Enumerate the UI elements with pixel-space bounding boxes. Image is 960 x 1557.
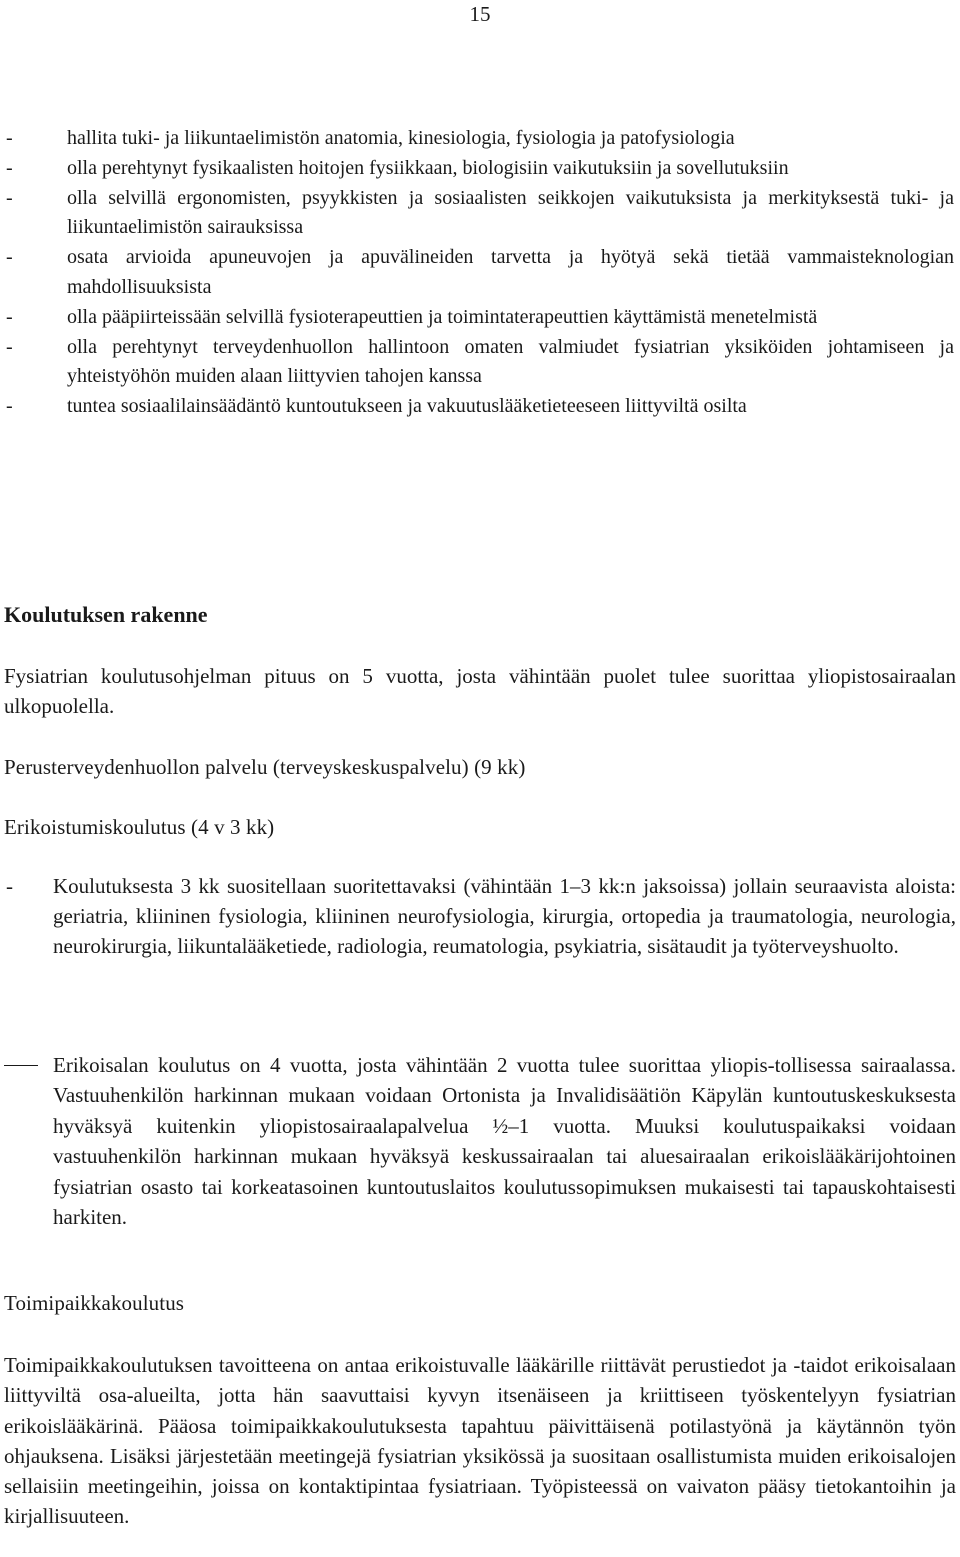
list-item	[4, 124, 954, 154]
list-dash: -	[6, 186, 13, 209]
list-item	[4, 184, 954, 244]
list-item-text: olla selvillä ergonomisten, psyykkisten ja sosiaalisten seikkojen vaikutuksista ja merkityksestä tuki- ja liikuntaelimistön sairauksissa	[67, 186, 954, 239]
specialty-training-item	[4, 1050, 956, 1232]
list-item-text: olla perehtynyt terveydenhuollon hallintoon omaten valmiudet fysiatrian yksiköiden johtamiseen ja yhteistyöhön muiden alaan liittyvien tahojen kanssa	[67, 335, 954, 388]
list-item	[4, 303, 954, 333]
list-dash: -	[6, 246, 13, 269]
list-dash: -	[6, 335, 13, 358]
list-item	[4, 392, 954, 422]
recommended-rotations-text: Koulutuksesta 3 kk suositellaan suoritettavaksi (vähintään 1–3 kk:n jaksoissa) jollain seuraavista aloista: geriatria, kliininen fysiologia, kliininen neurofysiologia, kirurgia, ortopedia ja traumatologia, neurologia, neurokirurgia, liikuntalääketiede, radiologia, reumatologia, psykiatria, sisätaudit ja työterveyshuolto.	[53, 874, 956, 958]
list-dash: -	[6, 305, 13, 328]
section-heading-workplace: Toimipaikkakoulutus	[4, 1291, 185, 1315]
page-number: 15	[469, 2, 491, 26]
specialty-training-text: Erikoisalan koulutus on 4 vuotta, josta vähintään 2 vuotta tulee suorittaa yliopis-tollisessa sairaalassa. Vastuuhenkilön harkinnan mukaan voidaan Ortonista ja Invalidisäätiön Käpylän kuntoutuskeskuksesta hyväksyä kuitenkin yliopistosairaalapalvelua ½–1 vuotta. Muuksi koulutuspaikaksi voidaan vastuuhenkilön harkinnan mukaan hyväksyä keskussairaalan tai aluesairaalan erikoislääkärijohtoinen fysiatrian osasto tai korkeatasoinen kuntoutuslaitos koulutussopimuksen mukaisesti tai tapauskohtaisesti harkiten.	[53, 1053, 956, 1230]
list-item	[4, 243, 954, 303]
goals-list	[4, 124, 954, 422]
specialization-line: Erikoistumiskoulutus (4 v 3 kk)	[4, 815, 275, 839]
primary-care-line: Perusterveydenhuollon palvelu (terveyskeskuspalvelu) (9 kk)	[4, 755, 526, 779]
recommended-rotations-item	[4, 871, 956, 961]
list-dash: -	[6, 395, 13, 418]
list-dash: -	[6, 127, 13, 149]
list-item	[4, 333, 954, 393]
list-item-text: hallita tuki- ja liikuntaelimistön anatomia, kinesiologia, fysiologia ja patofysiologia	[67, 127, 735, 149]
list-item-text: tuntea sosiaalilainsäädäntö kuntoutukseen ja vakuutuslääketieteeseen liittyviltä osilta	[67, 395, 747, 418]
list-dash: -	[6, 156, 13, 179]
workplace-paragraph: Toimipaikkakoulutuksen tavoitteena on antaa erikoistuvalle lääkärille riittävät perustiedot ja -taidot erikoisalaan liittyviltä osa-alueilta, jotta hän saavuttaisi kyvyn itsenäiseen ja kriittiseen työskentelyyn fysiatrian erikoislääkärinä. Pääosa toimipaikkakoulutuksesta tapahtuu päivittäisenä potilastyönä ja käytännön työn ohjauksena. Lisäksi järjestetään meetingejä fysiatrian yksikössä ja suositaan osallistumista muiden erikoisalojen sellaisiin meetingeihin, joissa on kontaktipintaa fysiatriaan. Työpisteessä on vaivaton pääsy tietokantoihin ja kirjallisuuteen.	[4, 1353, 956, 1529]
list-item-text: osata arvioida apuneuvojen ja apuvälineiden tarvetta ja hyötyä sekä tietää vammaisteknologian mahdollisuuksista	[67, 246, 954, 298]
list-dash: -	[6, 874, 13, 898]
list-item	[4, 154, 954, 184]
section-heading-structure: Koulutuksen rakenne	[4, 602, 208, 627]
list-dash	[4, 1065, 38, 1066]
intro-paragraph: Fysiatrian koulutusohjelman pituus on 5 vuotta, josta vähintään puolet tulee suorittaa yliopistosairaalan ulkopuolella.	[4, 664, 956, 718]
list-item-text: olla pääpiirteissään selvillä fysioterapeuttien ja toimintaterapeuttien käyttämistä menetelmistä	[67, 305, 818, 328]
list-item-text: olla perehtynyt fysikaalisten hoitojen fysiikkaan, biologisiin vaikutuksiin ja sovellutuksiin	[67, 156, 789, 179]
